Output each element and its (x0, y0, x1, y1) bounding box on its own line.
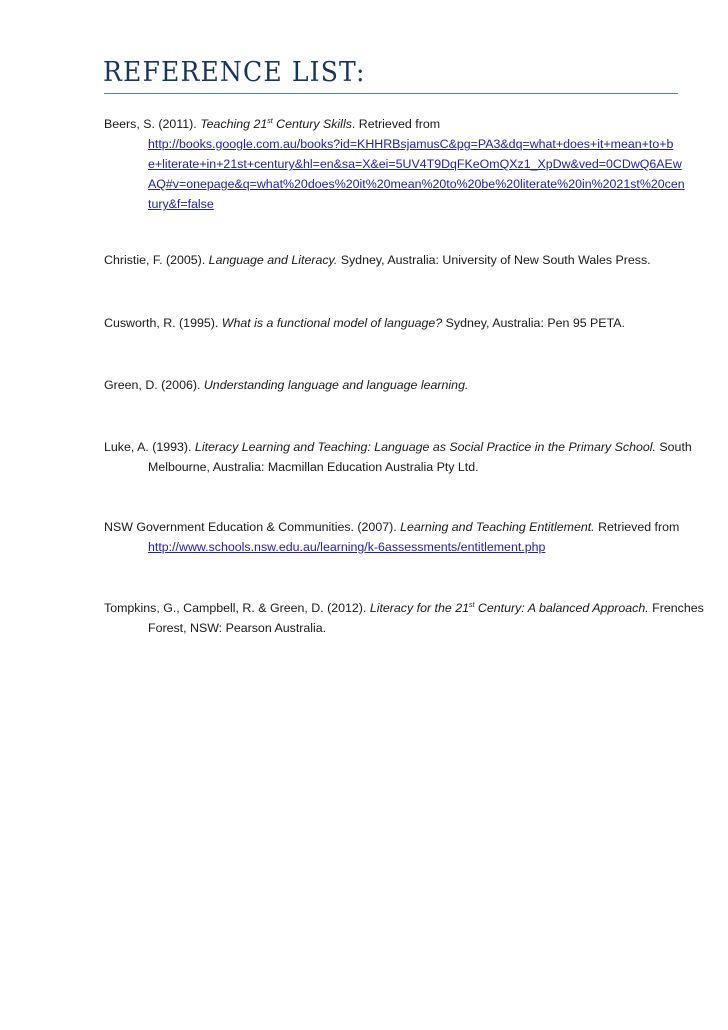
reference-publisher: Sydney, Australia: Pen 95 PETA. (442, 316, 625, 330)
reference-publisher: . Retrieved from (351, 117, 441, 131)
reference-url-link[interactable]: tury&f=false (148, 197, 214, 211)
page-title: REFERENCE LIST: (103, 57, 366, 88)
heading-divider (104, 93, 678, 94)
reference-author: Christie, F. (2005). (104, 253, 209, 267)
reference-item-christie (104, 250, 724, 270)
reference-author: Beers, S. (2011). (104, 117, 201, 131)
reference-publisher: South Melbourne, Australia: Macmillan Education Australia Pty Ltd. (148, 440, 692, 474)
reference-title: What is a functional model of language? (221, 316, 443, 330)
reference-item-green (104, 375, 724, 395)
reference-title: Teaching 21st Century Skills (200, 117, 352, 131)
reference-title: Literacy Learning and Teaching: Language as Social Practice in the Primary School. (194, 440, 656, 454)
reference-item-tompkins (104, 598, 724, 638)
reference-url-link[interactable]: http://books.google.com.au/books?id=KHHRBsjamusC&pg=PA3&dq=what+does+it+mean+to+b (148, 137, 674, 151)
reference-title: Understanding language and language learning. (203, 378, 469, 392)
reference-url-link[interactable]: e+literate+in+21st+century&hl=en&sa=X&ei=5UV4T9DqFKeOmQXz1_XpDw&ved=0CDwQ6AEw (148, 157, 682, 171)
reference-publisher: Frenches Forest, NSW: Pearson Australia. (148, 601, 704, 635)
reference-author: Tompkins, G., Campbell, R. & Green, D. (2012). (104, 601, 370, 615)
reference-author: Green, D. (2006). (104, 378, 204, 392)
reference-item-luke (104, 437, 724, 477)
reference-item-nsw (104, 517, 724, 557)
reference-title: Learning and Teaching Entitlement. (400, 520, 595, 534)
reference-url-link[interactable]: http://www.schools.nsw.edu.au/learning/k-6assessments/entitlement.php (148, 540, 546, 554)
reference-author: Cusworth, R. (1995). (104, 316, 222, 330)
reference-item-cusworth (104, 313, 724, 333)
reference-item-beers (104, 114, 724, 214)
reference-publisher: Retrieved from (594, 520, 680, 534)
reference-author: NSW Government Education & Communities. (2007). (104, 520, 401, 534)
reference-url-link[interactable]: AQ#v=onepage&q=what%20does%20it%20mean%20to%20be%20literate%20in%2021st%20cen (148, 177, 685, 191)
reference-author: Luke, A. (1993). (104, 440, 195, 454)
reference-publisher: Sydney, Australia: University of New South Wales Press. (337, 253, 651, 267)
reference-title: Language and Literacy. (208, 253, 338, 267)
reference-title: Literacy for the 21st Century: A balanced Approach. (369, 601, 649, 615)
